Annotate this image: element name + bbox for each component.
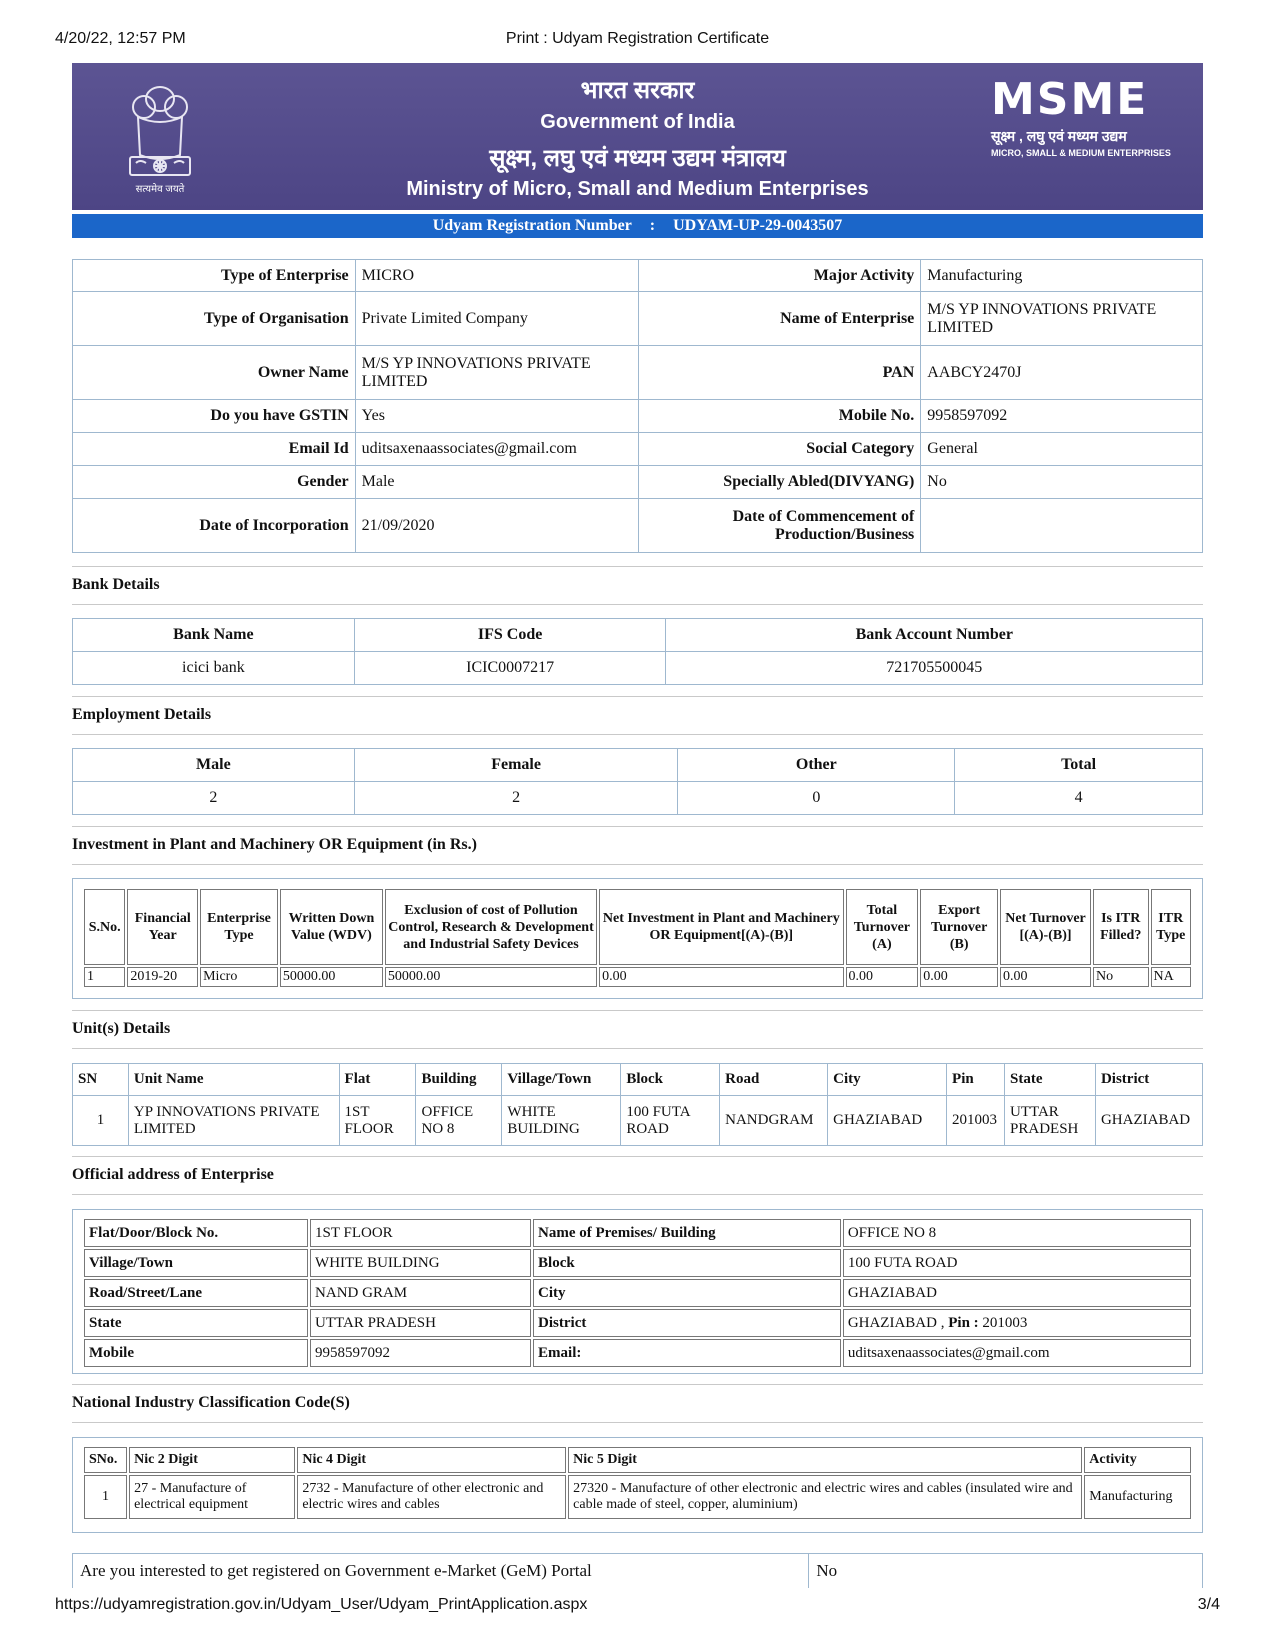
investment-table [82,887,1193,989]
print-header [55,30,1220,52]
banner-hindi-ministry: सूक्ष्म, लघु एवं मध्यम उद्यम मंत्रालय [489,145,786,172]
msme-logo-english: MICRO, SMALL & MEDIUM ENTERPRISES [991,148,1171,158]
investment-box [72,878,1203,999]
district-pin-cell [843,1309,1191,1337]
gstin-value: Yes [355,400,638,433]
pan-value: AABCY2470J [921,346,1203,400]
mobile-label: Mobile No. [638,400,921,433]
investment-itr-type-value: NA [1151,967,1192,987]
nic-header-cell: Activity [1084,1447,1191,1473]
nic-header-cell: SNo. [84,1447,127,1473]
gstin-label: Do you have GSTIN [73,400,356,433]
nic-activity-value: Manufacturing [1084,1475,1191,1519]
bank-details-title: Bank Details [72,566,1203,605]
investment-header-cell: Is ITR Filled? [1093,889,1149,965]
name-of-enterprise-label: Name of Enterprise [638,292,921,346]
official-address-box [72,1209,1203,1374]
type-of-organisation-label: Type of Organisation [73,292,356,346]
nic-header-cell: Nic 2 Digit [129,1447,295,1473]
units-header-cell: Building [416,1064,502,1096]
gem-portal-table [72,1553,1203,1588]
unit-block-value: 100 FUTA ROAD [621,1096,720,1146]
commencement-label: Date of Commencement of Production/Business [638,499,921,553]
units-header-cell: District [1095,1064,1202,1096]
district-label: District [533,1309,841,1337]
bank-details-table [72,618,1203,685]
block-value: 100 FUTA ROAD [843,1249,1191,1277]
owner-name-label: Owner Name [73,346,356,400]
investment-title: Investment in Plant and Machinery OR Equipment (in Rs.) [72,826,1203,865]
units-header-cell: Village/Town [502,1064,621,1096]
bank-header-cell: IFS Code [354,619,666,652]
ifs-code-value: ICIC0007217 [354,652,666,685]
unit-sn-value: 1 [73,1096,129,1146]
enterprise-info-table [72,259,1203,553]
state-value: UTTAR PRADESH [310,1309,531,1337]
units-header-cell: Flat [339,1064,416,1096]
banner-government: Government of India [540,111,735,133]
nic-4-digit-value: 2732 - Manufacture of other electronic and electric wires and cables [297,1475,566,1519]
road-value: NAND GRAM [310,1279,531,1307]
bank-account-value: 721705500045 [666,652,1203,685]
units-title: Unit(s) Details [72,1010,1203,1049]
units-header-cell: City [828,1064,947,1096]
incorporation-label: Date of Incorporation [73,499,356,553]
divyang-value: No [921,466,1203,499]
city-value: GHAZIABAD [843,1279,1191,1307]
owner-name-value: M/S YP INNOVATIONS PRIVATE LIMITED [355,346,638,400]
bank-header-cell: Bank Account Number [666,619,1203,652]
investment-header-cell: S.No. [84,889,125,965]
major-activity-value: Manufacturing [921,260,1203,292]
pin-value: 201003 [982,1314,1028,1331]
investment-header-cell: Exclusion of cost of Pollution Control, Research & Development and Industrial Safety Devices [385,889,597,965]
unit-name-value: YP INNOVATIONS PRIVATE LIMITED [128,1096,339,1146]
investment-header-cell: Total Turnover (A) [846,889,919,965]
units-table [72,1063,1203,1146]
official-address-title: Official address of Enterprise [72,1156,1203,1195]
pin-label: Pin : [948,1314,979,1331]
incorporation-value: 21/09/2020 [355,499,638,553]
units-header-cell: SN [73,1064,129,1096]
banner-ministry: Ministry of Micro, Small and Medium Enterprises [406,178,869,200]
msme-logo-hindi: सूक्ष्म , लघु एवं मध्यम उद्यम [991,128,1127,144]
investment-header-cell: ITR Type [1151,889,1192,965]
nic-header-cell: Nic 5 Digit [568,1447,1082,1473]
investment-header-cell: Financial Year [127,889,198,965]
government-banner [72,63,1203,210]
employment-male-value: 2 [73,782,355,815]
investment-header-cell: Export Turnover (B) [920,889,998,965]
commencement-value [921,499,1203,553]
email-label: Email Id [73,433,356,466]
print-url: https://udyamregistration.gov.in/Udyam_User/Udyam_PrintApplication.aspx [55,1596,588,1613]
units-header-cell: Unit Name [128,1064,339,1096]
gender-label: Gender [73,466,356,499]
print-datetime: 4/20/22, 12:57 PM [55,30,186,47]
units-header-cell: Road [720,1064,828,1096]
pan-label: PAN [638,346,921,400]
nic-title: National Industry Classification Code(S) [72,1384,1203,1423]
email-address-label: Email: [533,1339,841,1367]
social-category-value: General [921,433,1203,466]
bank-header-cell: Bank Name [73,619,355,652]
type-of-enterprise-label: Type of Enterprise [73,260,356,292]
emblem-caption: सत्यमेव जयते [135,184,185,195]
registration-number: UDYAM-UP-29-0043507 [673,217,843,234]
major-activity-label: Major Activity [638,260,921,292]
email-address-value: uditsaxenaassociates@gmail.com [843,1339,1191,1367]
print-title: Print : Udyam Registration Certificate [505,30,770,47]
city-label: City [533,1279,841,1307]
flat-label: Flat/Door/Block No. [84,1219,308,1247]
investment-type-value: Micro [200,967,278,987]
employment-header-cell: Female [354,749,678,782]
premises-label: Name of Premises/ Building [533,1219,841,1247]
employment-header-cell: Male [73,749,355,782]
investment-net-value: 0.00 [599,967,843,987]
nic-table [82,1445,1193,1521]
employment-header-cell: Total [955,749,1203,782]
banner-hindi-government: भारत सरकार [580,77,695,104]
nic-sno-value: 1 [84,1475,127,1519]
registration-number-bar [72,214,1203,238]
village-label: Village/Town [84,1249,308,1277]
employment-header-cell: Other [678,749,955,782]
employment-other-value: 0 [678,782,955,815]
unit-village-value: WHITE BUILDING [502,1096,621,1146]
page-number: 3/4 [1197,1596,1220,1613]
gender-value: Male [355,466,638,499]
print-footer [55,1596,1220,1618]
divyang-label: Specially Abled(DIVYANG) [638,466,921,499]
investment-year-value: 2019-20 [127,967,198,987]
nic-5-digit-value: 27320 - Manufacture of other electronic and electric wires and cables (insulated wire and cable made of steel, copper, aluminium) [568,1475,1082,1519]
nic-header-cell: Nic 4 Digit [297,1447,566,1473]
gem-answer: No [809,1554,1203,1588]
investment-turnover-value: 0.00 [846,967,919,987]
unit-pin-value: 201003 [947,1096,1005,1146]
investment-header-cell: Written Down Value (WDV) [280,889,383,965]
investment-export-value: 0.00 [920,967,998,987]
block-label: Block [533,1249,841,1277]
unit-flat-value: 1ST FLOOR [339,1096,416,1146]
bank-name-value: icici bank [73,652,355,685]
mobile-address-value: 9958597092 [310,1339,531,1367]
nic-2-digit-value: 27 - Manufacture of electrical equipment [129,1475,295,1519]
investment-header-cell: Net Turnover [(A)-(B)] [1000,889,1091,965]
email-value: uditsaxenaassociates@gmail.com [355,433,638,466]
unit-road-value: NANDGRAM [720,1096,828,1146]
employment-details-title: Employment Details [72,696,1203,735]
units-header-cell: State [1005,1064,1096,1096]
employment-total-value: 4 [955,782,1203,815]
investment-wdv-value: 50000.00 [280,967,383,987]
investment-net-turnover-value: 0.00 [1000,967,1091,987]
mobile-address-label: Mobile [84,1339,308,1367]
district-value: GHAZIABAD , [847,1314,945,1331]
gem-question: Are you interested to get registered on Government e-Market (GeM) Portal [73,1554,809,1588]
nic-box [72,1437,1203,1533]
investment-header-cell: Enterprise Type [200,889,278,965]
investment-itr-filed-value: No [1093,967,1149,987]
employment-female-value: 2 [354,782,678,815]
premises-value: OFFICE NO 8 [843,1219,1191,1247]
msme-logo [991,74,1171,158]
investment-sno-value: 1 [84,967,125,987]
unit-district-value: GHAZIABAD [1095,1096,1202,1146]
registration-separator: : [649,217,656,234]
investment-exclusion-value: 50000.00 [385,967,597,987]
name-of-enterprise-value: M/S YP INNOVATIONS PRIVATE LIMITED [921,292,1203,346]
social-category-label: Social Category [638,433,921,466]
flat-value: 1ST FLOOR [310,1219,531,1247]
registration-label: Udyam Registration Number [432,217,632,234]
employment-details-table [72,748,1203,815]
unit-city-value: GHAZIABAD [828,1096,947,1146]
unit-state-value: UTTAR PRADESH [1005,1096,1096,1146]
unit-building-value: OFFICE NO 8 [416,1096,502,1146]
road-label: Road/Street/Lane [84,1279,308,1307]
type-of-enterprise-value: MICRO [355,260,638,292]
village-value: WHITE BUILDING [310,1249,531,1277]
official-address-table [82,1217,1193,1369]
mobile-value: 9958597092 [921,400,1203,433]
msme-logo-word: MSME [991,74,1149,125]
units-header-cell: Pin [947,1064,1005,1096]
state-label: State [84,1309,308,1337]
type-of-organisation-value: Private Limited Company [355,292,638,346]
investment-header-cell: Net Investment in Plant and Machinery OR Equipment[(A)-(B)] [599,889,843,965]
units-header-cell: Block [621,1064,720,1096]
